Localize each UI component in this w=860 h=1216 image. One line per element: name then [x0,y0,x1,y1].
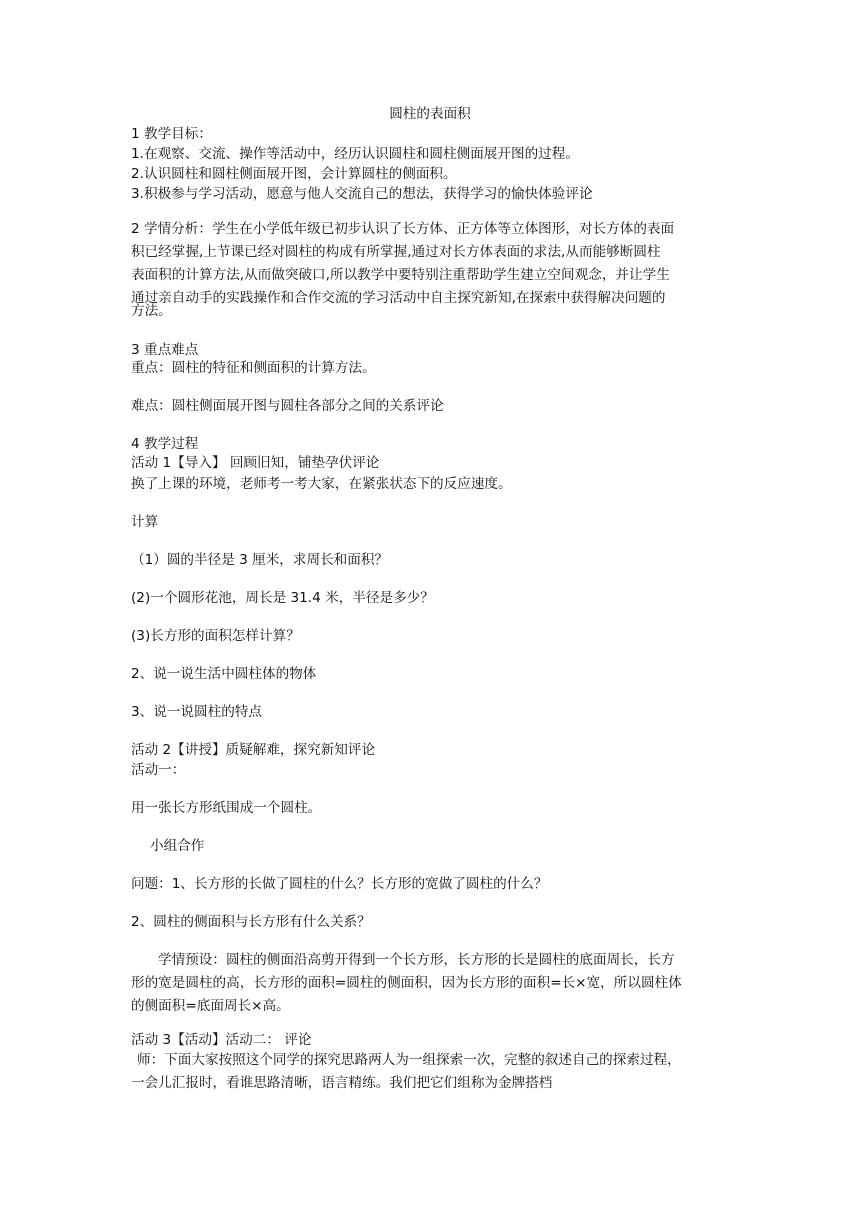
prediction-line-3: 的侧面积=底面周长×高。 [131,998,290,1014]
teacher-line-1: 师：下面大家按照这个同学的探究思路两人为一组探索一次，完整的叙述自己的探索过程， [137,1052,681,1068]
analysis-line-5: 方法。 [131,303,172,319]
section-heading-goals: 1 教学目标： [131,126,212,142]
page-title: 圆柱的表面积 [389,106,471,122]
activity-3-heading: 活动 3【活动】活动二： 评论 [131,1032,312,1048]
discussion-item-3: 3、说一说圆柱的特点 [131,704,262,720]
prediction-line-1: 学情预设：圆柱的侧面沿高剪开得到一个长方形，长方形的长是圆柱的底面周长，长方 [158,952,675,968]
question-line-1: 问题：1、长方形的长做了圆柱的什么？长方形的宽做了圆柱的什么？ [131,876,548,892]
prediction-line-2: 形的宽是圆柱的高，长方形的面积=圆柱的侧面积，因为长方形的面积=长×宽，所以圆柱体 [131,975,682,991]
calc-heading: 计算 [131,514,159,530]
section-heading-process: 4 教学过程 [131,436,199,452]
activity-1-heading: 活动 1【导入】 回顾旧知，铺垫孕伏评论 [131,455,380,471]
analysis-line-4: 通过亲自动手的实践操作和合作交流的学习活动中自主探究新知,在探索中获得解决问题的 [131,290,666,306]
analysis-line-2: 积已经掌握,上节课已经对圆柱的构成有所掌握,通过对长方体表面的求法,从而能够断圆柱 [131,244,661,260]
goal-item-1: 1.在观察、交流、操作等活动中，经历认识圆柱和圆柱侧面展开图的过程。 [131,146,579,162]
calc-question-3: (3)长方形的面积怎样计算？ [131,628,300,644]
activity-1-intro: 换了上课的环境，老师考一考大家，在紧张状态下的反应速度。 [131,476,512,492]
activity-2-sub: 活动一： [131,762,186,778]
calc-question-2: (2)一个圆形花池，周长是 31.4 米，半径是多少？ [131,590,434,606]
group-work-label: 小组合作 [150,838,205,854]
discussion-item-2: 2、说一说生活中圆柱体的物体 [131,666,317,682]
activity-2-task: 用一张长方形纸围成一个圆柱。 [131,800,322,816]
question-line-2: 2、圆柱的侧面积与长方形有什么关系？ [131,914,371,930]
keypoint-focus: 重点：圆柱的特征和侧面积的计算方法。 [131,360,376,376]
section-heading-keypoints: 3 重点难点 [131,342,199,358]
analysis-line-1: 2 学情分析：学生在小学低年级已初步认识了长方体、正方体等立体图形，对长方体的表面 [131,221,675,237]
teacher-line-2: 一会儿汇报时，看谁思路清晰，语言精练。我们把它们组称为金牌搭档 [131,1075,553,1091]
keypoint-difficulty: 难点：圆柱侧面展开图与圆柱各部分之间的关系评论 [131,398,444,414]
analysis-line-3: 表面积的计算方法,从而做突破口,所以教学中要特别注重帮助学生建立空间观念，并让学生 [131,267,670,283]
goal-item-2: 2.认识圆柱和圆柱侧面展开图，会计算圆柱的侧面积。 [131,166,457,182]
calc-question-1: （1）圆的半径是 3 厘米，求周长和面积？ [131,552,389,568]
activity-2-heading: 活动 2【讲授】质疑解难，探究新知评论 [131,742,376,758]
goal-item-3: 3.积极参与学习活动，愿意与他人交流自己的想法，获得学习的愉快体验评论 [131,186,593,202]
